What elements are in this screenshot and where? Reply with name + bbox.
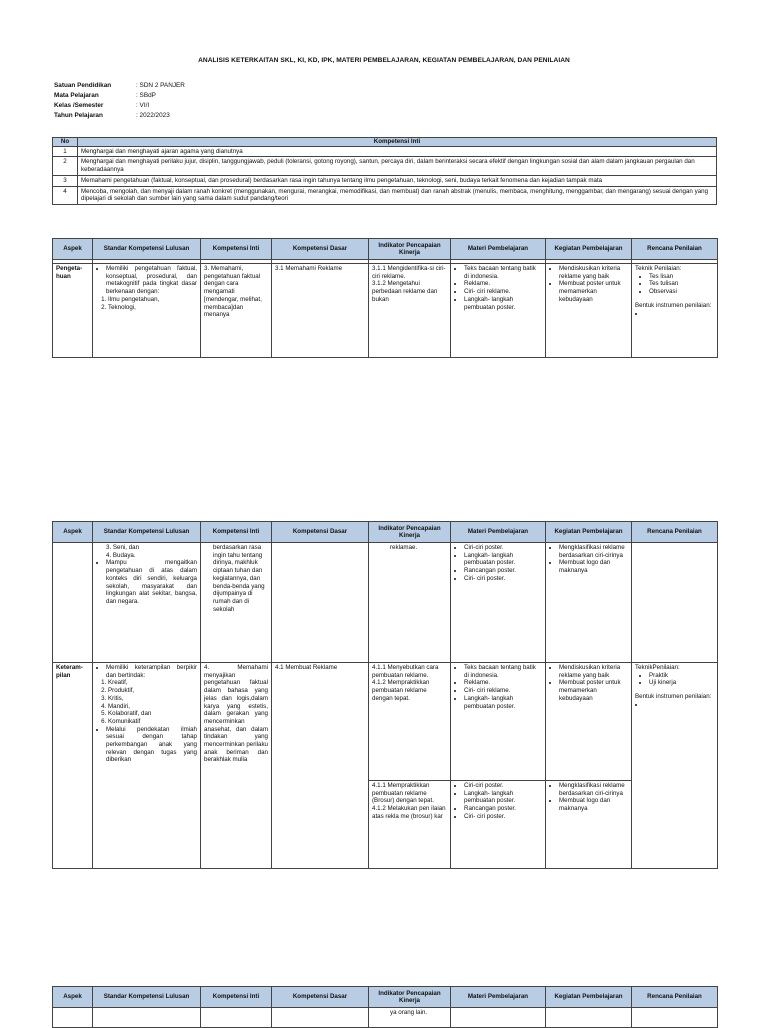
penilaian-teknik: Teknik Penilaian:: [635, 265, 682, 272]
ki-cell: [201, 543, 272, 663]
header-kegiatan: Kegiatan Pembelajaran: [546, 239, 632, 260]
ipk-item: 4.1.1 Menyebutkan cara pembuatan reklame.: [372, 664, 439, 679]
ki-row-text: Mencoba, mengolah, dan menyaji dalam ranah konkret (menggunakan, mengurai, merangkai, memodifikasi, dan membuat) dan ranah abstrak (menulis, membaca, menghitung, menggambar, dan mengarang) sesuai dengan yang dipelajari di sekolah dan sumber lain yang sama dalam sudut pandang/teori: [78, 186, 717, 204]
identity-label: Tahun Pelajaran: [54, 112, 103, 119]
aspek-cell: Pengeta-huan: [53, 264, 93, 358]
materi-item: • Langkah- langkah pembuatan poster.: [464, 296, 542, 311]
kegiatan-item: • Membuat logo dan maknanya: [559, 559, 628, 574]
materi-item: • Ciri-ciri poster.: [464, 782, 542, 790]
kegiatan-cell: [546, 663, 632, 781]
identity-block: [54, 81, 185, 121]
header-ipk: Indikator Pencapaian Kinerja: [369, 522, 451, 543]
header-materi: Materi Pembelajaran: [451, 522, 546, 543]
header-skl: Standar Kompetensi Lulusan: [93, 522, 201, 543]
materi-cell: [451, 781, 546, 869]
penilaian-bentuk: Bentuk instrumen penilaian:: [635, 693, 712, 701]
materi-cell: [451, 543, 546, 663]
penilaian-cell: [632, 264, 718, 358]
materi-item: • Ciri- ciri reklame.: [464, 288, 542, 296]
ipk-cell: [369, 1008, 451, 1028]
skl-list-item: 3. Kritis,: [108, 695, 197, 703]
penilaian-teknik: TeknikPenilaian:: [635, 664, 680, 671]
penilaian-empty-bullet: [645, 701, 714, 709]
skl-cell: [93, 264, 201, 358]
penilaian-bentuk: Bentuk instrumen penilaian:: [635, 301, 712, 309]
header-materi: Materi Pembelajaran: [451, 987, 546, 1008]
penilaian-cell: [632, 1008, 718, 1028]
penilaian-cell: [632, 663, 718, 869]
header-aspek: Aspek: [53, 239, 93, 260]
kd-cell: [272, 1008, 369, 1028]
materi-item: • Ciri- ciri poster.: [464, 813, 542, 821]
table-row: [53, 264, 718, 358]
materi-cell: [451, 1008, 546, 1028]
penilaian-item: • Observasi: [649, 288, 714, 296]
header-kegiatan: Kegiatan Pembelajaran: [546, 522, 632, 543]
skl-list-item: 1. Kreatif,: [108, 679, 197, 687]
header-kegiatan: Kegiatan Pembelajaran: [546, 987, 632, 1008]
kd-cell: 3.1 Memahami Reklame: [272, 264, 369, 358]
kegiatan-item: • Membuat poster untuk memamerkan kebudayaan: [559, 280, 628, 303]
table-header-row: [53, 522, 718, 543]
kompetensi-inti-table: [52, 137, 717, 205]
ki-row-number: 3: [53, 175, 78, 186]
skl-cell: [93, 663, 201, 869]
ki-row-text: Memahami pengetahuan (faktual, konseptual, dan prosedural) berdasarkan rasa ingin tahunya tentang ilmu pengetahuan, teknologi, seni, budaya terkait fenomena dan kejadian tampak mata: [78, 175, 717, 186]
header-aspek: Aspek: [53, 987, 93, 1008]
header-materi: Materi Pembelajaran: [451, 239, 546, 260]
ki-cell: 3. Memahami, pengetahuan faktual dengan cara mengamati [mendengar, melihat, membaca]dan menanya: [201, 264, 272, 358]
header-ipk: Indikator Pencapaian Kinerja: [369, 987, 451, 1008]
ipk-item: 3.1.2 Mengetahui perbedaan reklame dan bukan: [372, 280, 438, 303]
header-ipk: Indikator Pencapaian Kinerja: [369, 239, 451, 260]
document-title: ANALISIS KETERKAITAN SKL, KI, KD, IPK, MATERI PEMBELAJARAN, KEGIATAN PEMBELAJARAN, DAN PENILAIAN: [198, 57, 570, 64]
kegiatan-cell: [546, 543, 632, 663]
skl-cell: [93, 543, 201, 663]
identity-label: Mata Pelajaran: [54, 92, 99, 99]
header-aspek: Aspek: [53, 522, 93, 543]
skl-list-item: 2. Teknologi,: [108, 304, 197, 312]
identity-value: : SDN 2 PANJER: [136, 82, 185, 89]
header-penilaian: Rencana Penilaian: [632, 522, 718, 543]
materi-item: • Langkah- langkah pembuatan poster.: [464, 695, 542, 710]
ki-header-title: Kompetensi Inti: [78, 138, 717, 147]
table-row: [53, 543, 718, 663]
skl-cell: [93, 1008, 201, 1028]
skl-list-item: 4. Budaya.: [106, 551, 136, 559]
header-kd: Kompetensi Dasar: [272, 987, 369, 1008]
skl-list-item: 5. Kolaboratif, dan: [108, 710, 197, 718]
ki-header-no: No: [53, 138, 78, 147]
aspek-cell: Keteram-pilan: [53, 663, 93, 869]
analysis-table-3: [52, 986, 718, 1028]
penilaian-item: • Tes lisan: [649, 273, 714, 281]
kegiatan-item: • Mengklasifikasi reklame berdasarkan ciri-cirinya: [559, 544, 628, 559]
table-row: [53, 663, 718, 781]
penilaian-item: • Tes tulisan: [649, 280, 714, 288]
skl-list-item: 2. Produktif,: [108, 687, 197, 695]
header-kd: Kompetensi Dasar: [272, 239, 369, 260]
header-penilaian: Rencana Penilaian: [632, 239, 718, 260]
skl-list-item: 4. Mandiri,: [108, 703, 197, 711]
materi-item: • Rancangan poster.: [464, 567, 542, 575]
skl-list-item: 6. Komunikatif: [108, 718, 197, 726]
ipk-cell: [369, 264, 451, 358]
identity-label: Satuan Pendidikan: [54, 82, 112, 89]
materi-item: • Ciri-ciri poster.: [464, 544, 542, 552]
header-skl: Standar Kompetensi Lulusan: [93, 239, 201, 260]
ipk-item: reklamae.: [390, 544, 418, 551]
identity-label: Kelas /Semester: [54, 102, 104, 109]
kegiatan-item: • Membuat logo dan maknanya: [559, 797, 628, 812]
header-ki: Kompetensi Inti: [201, 239, 272, 260]
ipk-cell: [369, 781, 451, 869]
materi-item: • Langkah- langkah pembuatan poster.: [464, 552, 542, 567]
kd-cell: 4.1 Membuat Reklame: [272, 663, 369, 869]
skl-list-item: 3. Seni, dan: [106, 544, 140, 551]
table-row: [53, 1008, 718, 1028]
skl-bullet: • Memiliki pengetahuan faktual, konseptual, prosedural, dan metakognitif pada tingkat dasar berkenaan dengan:: [106, 265, 197, 296]
table-header-row: [53, 239, 718, 260]
aspek-cell: [53, 543, 93, 663]
ipk-item: 4.1.2 Melakukan pen ilaian atas rekla me (brosur) kar: [372, 805, 446, 820]
identity-value: : VI/I: [136, 102, 150, 109]
penilaian-item: • Praktik: [649, 672, 714, 680]
ipk-item: 3.1.1 Mengidentifika-si ciri- ciri reklame.: [372, 265, 446, 280]
materi-item: • Ciri- ciri reklame.: [464, 687, 542, 695]
header-ki: Kompetensi Inti: [201, 522, 272, 543]
ki-cell: [201, 1008, 272, 1028]
analysis-table-2: [52, 521, 718, 869]
kegiatan-cell: [546, 781, 632, 869]
aspek-cell: [53, 1008, 93, 1028]
table-header-row: [53, 987, 718, 1008]
ki-row-number: 4: [53, 186, 78, 204]
kegiatan-item: • Membuat poster untuk memamerkan kebudayaan: [559, 679, 628, 702]
identity-value: : 2022/2023: [136, 112, 170, 119]
skl-bullet: • Memiliki keterampilan berpikir dan bertindak:: [106, 664, 197, 679]
ki-row-text: Menghargai dan menghayati ajaran agama yang dianutnya: [78, 146, 717, 157]
ki-row-number: 2: [53, 157, 78, 175]
skl-bullet: • Melalui pendekatan ilmiah sesuai dengan tahap perkembangan anak yang relevan dengan tugas yang diberikan: [106, 726, 197, 765]
ipk-item: ya orang lain.: [390, 1009, 428, 1016]
header-penilaian: Rencana Penilaian: [632, 987, 718, 1008]
ipk-item: 4.1.1 Mempraktikkan pembuatan reklame (Brosur) dengan tepat.: [372, 782, 434, 805]
kegiatan-item: • Mendiskusikan kriteria reklame yang baik: [559, 265, 628, 280]
materi-item: • Langkah- langkah pembuatan poster.: [464, 790, 542, 805]
header-ki: Kompetensi Inti: [201, 987, 272, 1008]
materi-item: • Reklame.: [464, 679, 542, 687]
ipk-item: 4.1.2 Mempraktikkan pembuatan reklame dengan tepat.: [372, 679, 430, 702]
identity-value: : SBdP: [136, 92, 156, 99]
kd-cell: [272, 543, 369, 663]
materi-cell: [451, 663, 546, 781]
penilaian-item: • Uji kinerja: [649, 679, 714, 687]
ipk-cell: [369, 663, 451, 781]
kegiatan-item: • Mengklasifikasi reklame berdasarkan ciri-cirinya: [559, 782, 628, 797]
materi-item: • Teks bacaan tentang batik di indonesia.: [464, 265, 542, 280]
penilaian-empty-bullet: [645, 310, 714, 318]
ki-cell: 4. Memahami menyajikan pengetahuan faktual dalam bahasa yang jelas dan logis,dalam karya yang estetis, dalam gerakan yang mencerminkan anasehat, dan dalam tindakan yang mencerminkan perilaku anak beriman dan berakhlak mulia: [201, 663, 272, 869]
materi-item: • Rancangan poster.: [464, 805, 542, 813]
kegiatan-cell: [546, 264, 632, 358]
materi-item: • Teks bacaan tentang batik di indonesia.: [464, 664, 542, 679]
ki-row-text: Menghargai dan menghayati perilaku jujur, disiplin, tanggungjawab, peduli (toleransi, gotong royong), santun, percaya diri, dalam berinteraksi secara efektif dengan lingkungan sosial dan alam dalam jangkauan pergaulan dan keberadaannya: [78, 157, 717, 175]
materi-item: • Reklame.: [464, 280, 542, 288]
kegiatan-cell: [546, 1008, 632, 1028]
header-kd: Kompetensi Dasar: [272, 522, 369, 543]
penilaian-cell: [632, 543, 718, 663]
kegiatan-item: • Mendiskusikan kriteria reklame yang baik: [559, 664, 628, 679]
ipk-cell: [369, 543, 451, 663]
ki-text: berdasarkan rasa ingin tahu tentang dirinya, makhluk ciptaan tuhan dan kegiatannya, dan benda-benda yang dijumpainya di rumah dan di sekolah: [213, 544, 265, 613]
skl-list-item: 1. Ilmu pengetahuan,: [108, 296, 197, 304]
header-skl: Standar Kompetensi Lulusan: [93, 987, 201, 1008]
ki-row-number: 1: [53, 146, 78, 157]
materi-cell: [451, 264, 546, 358]
analysis-table-1: [52, 238, 718, 358]
skl-bullet: • Mampu mengaitkan pengetahuan di atas dalam konteks diri sendiri, keluarga sekolah, masyarakat dan lingkungan alat sekitar, bangsa, dan negara.: [106, 559, 197, 605]
materi-item: • Ciri- ciri poster.: [464, 575, 542, 583]
